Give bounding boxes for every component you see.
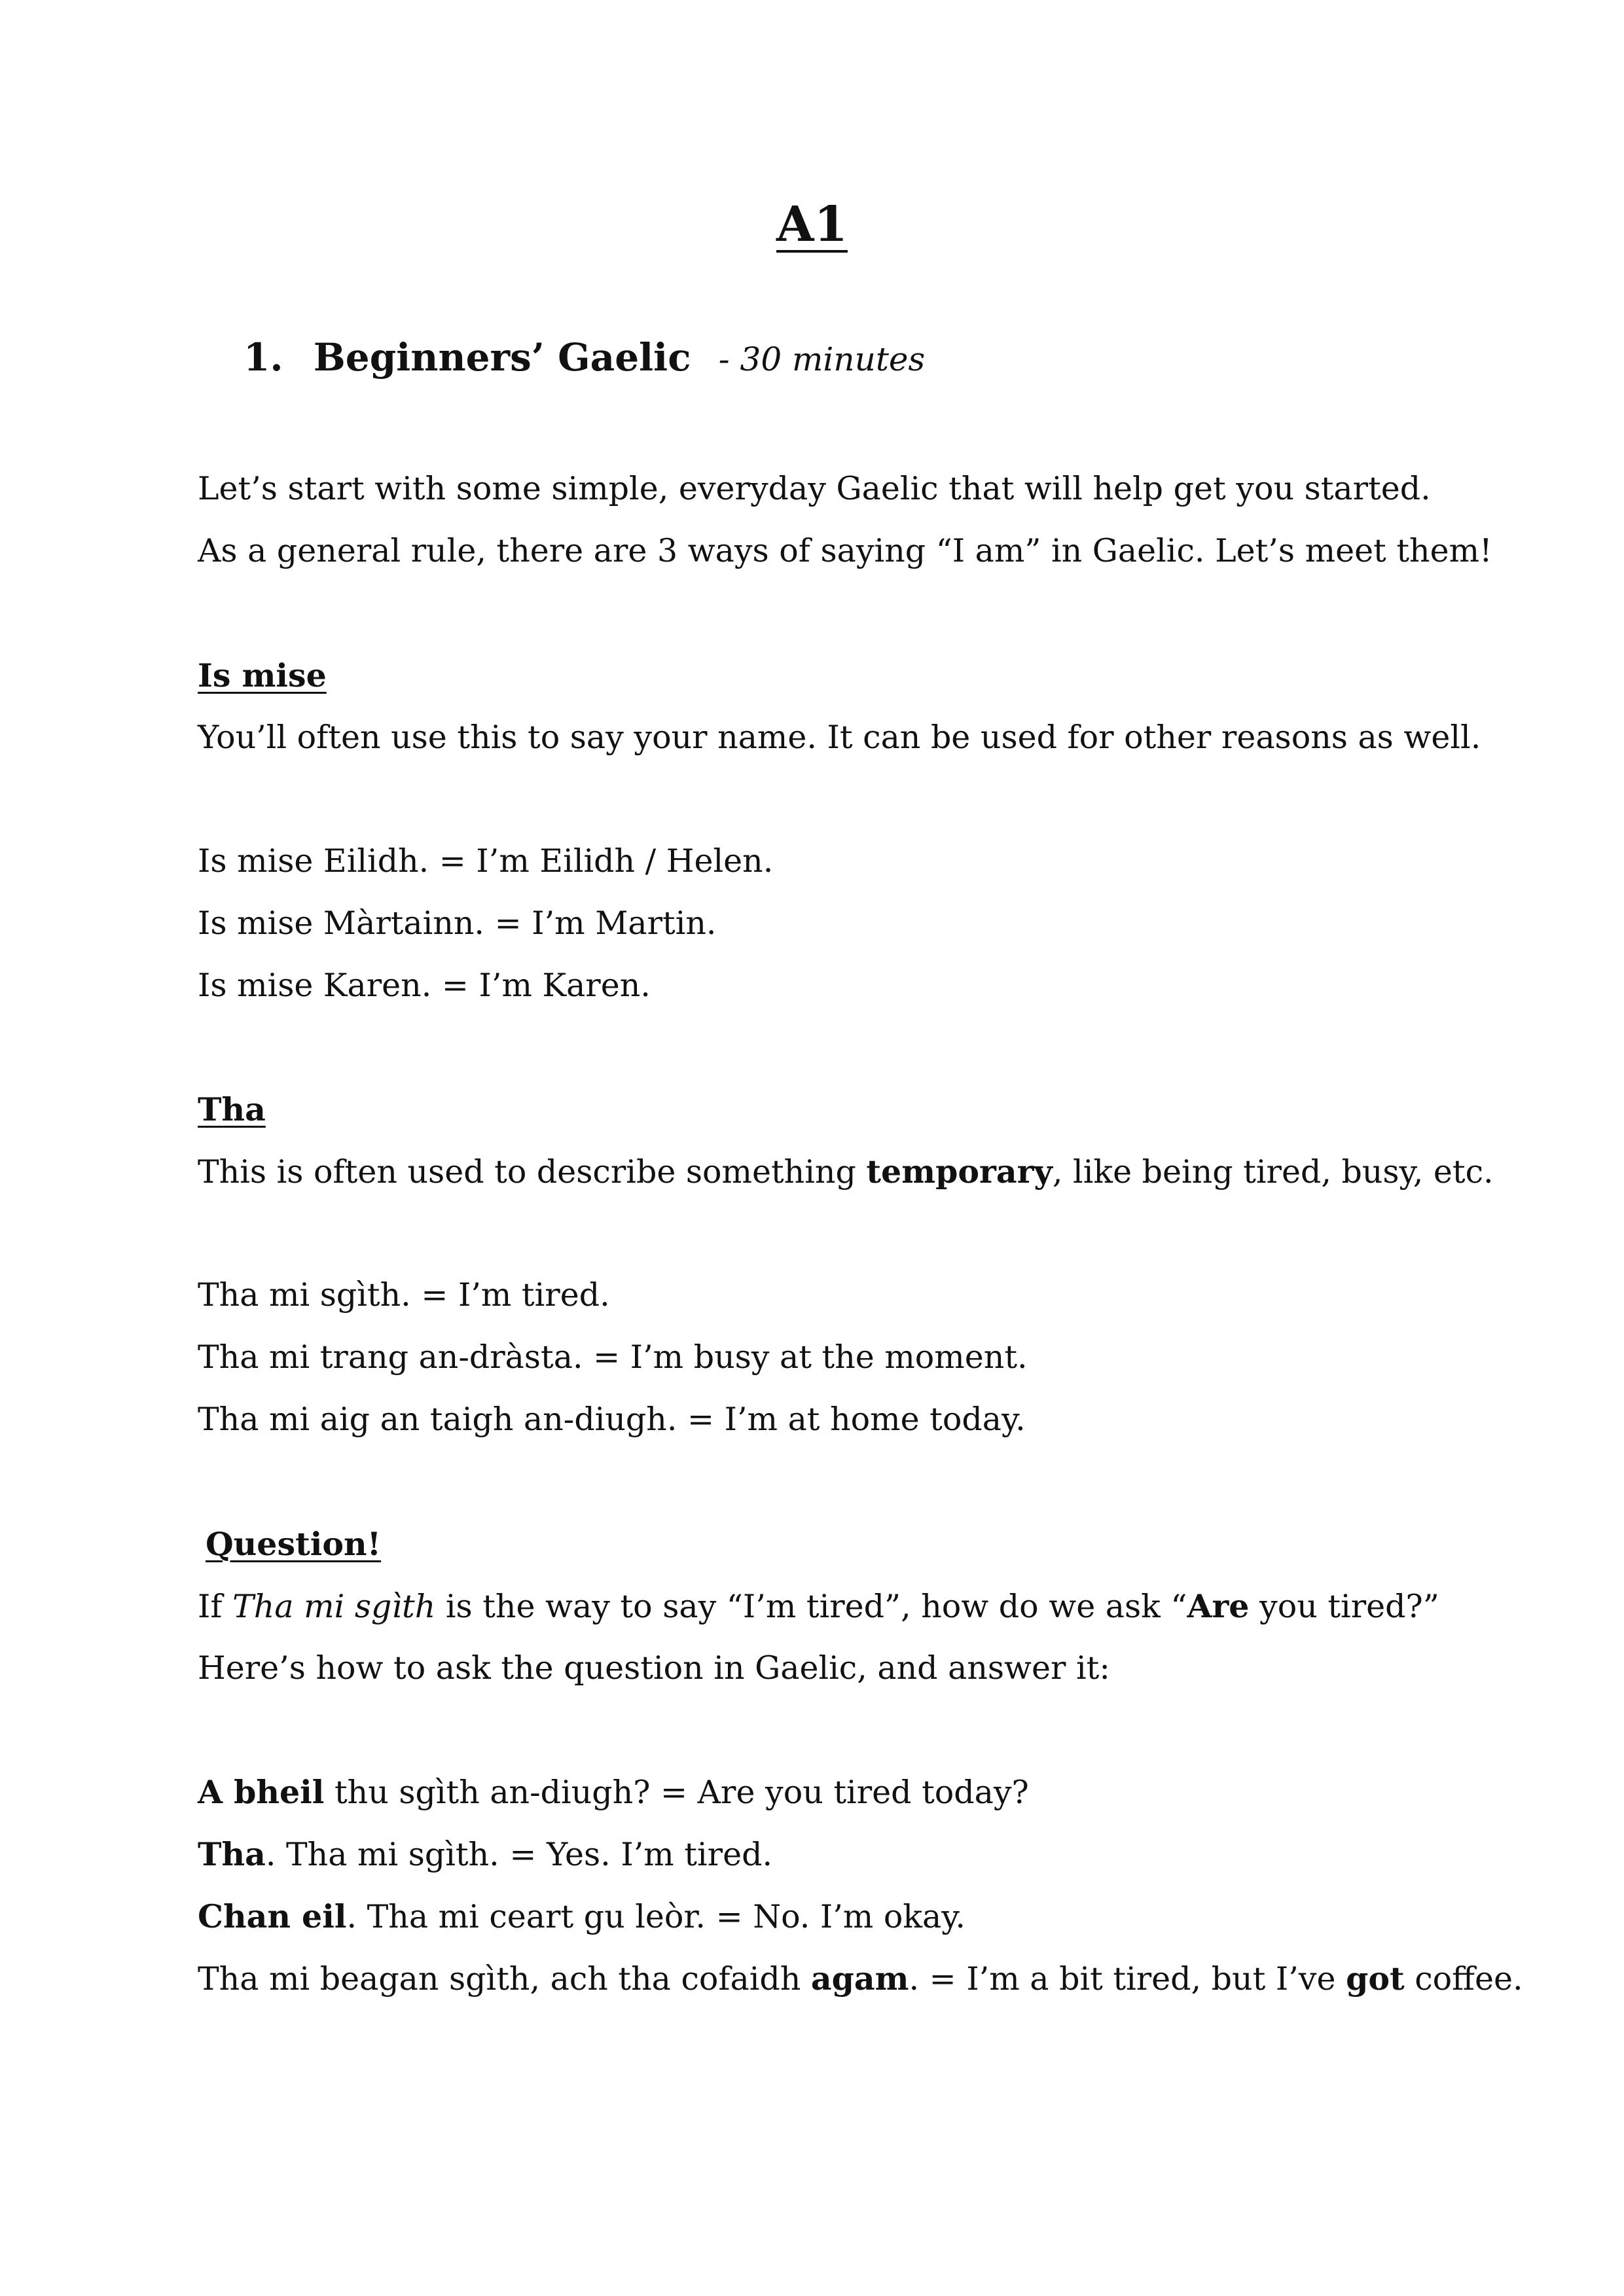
section-heading (244, 335, 925, 380)
question-example-3 (198, 1897, 965, 1935)
question-line-2: Here’s how to ask the question in Gaelic, and answer it: (198, 1649, 1110, 1687)
question-example-1 (198, 1773, 1029, 1811)
q1-italic: Tha mi sgìth (232, 1588, 436, 1625)
question-example-2 (198, 1835, 772, 1873)
qe4-text-a: Tha mi beagan sgìth, ach tha cofaidh (198, 1960, 811, 1998)
qe3-rest: . Tha mi ceart gu leòr. = No. I’m okay. (346, 1898, 965, 1935)
page-title: A1 (776, 196, 848, 253)
qe4-text-e: coffee. (1404, 1960, 1523, 1998)
tha-description (198, 1153, 1494, 1191)
section-duration: - 30 minutes (718, 340, 926, 378)
q1-text-c: is the way to say “I’m tired”, how do we ask “ (435, 1588, 1187, 1625)
is-mise-description: You’ll often use this to say your name. It can be used for other reasons as well. (198, 719, 1481, 756)
question-line-1 (198, 1587, 1439, 1625)
qe4-bold-2: got (1346, 1960, 1405, 1998)
question-heading: Question! (206, 1525, 382, 1563)
qe3-bold: Chan eil (198, 1897, 347, 1935)
tha-heading: Tha (198, 1090, 266, 1128)
qe2-bold: Tha (198, 1835, 266, 1873)
qe1-rest: thu sgìth an-diugh? = Are you tired today? (324, 1774, 1029, 1811)
is-mise-example-2: Is mise Màrtainn. = I’m Martin. (198, 905, 717, 942)
intro-line-2: As a general rule, there are 3 ways of saying “I am” in Gaelic. Let’s meet them! (198, 532, 1492, 569)
qe1-bold: A bheil (198, 1773, 325, 1811)
is-mise-example-1: Is mise Eilidh. = I’m Eilidh / Helen. (198, 842, 774, 880)
tha-example-3: Tha mi aig an taigh an-diugh. = I’m at home today. (198, 1401, 1026, 1438)
q1-text-e: you tired?” (1249, 1588, 1439, 1625)
tha-desc-text: This is often used to describe something (198, 1153, 867, 1191)
tha-desc-text-end: , like being tired, busy, etc. (1052, 1153, 1494, 1191)
section-number: 1. (244, 335, 283, 380)
tha-example-2: Tha mi trang an-dràsta. = I’m busy at the moment. (198, 1338, 1028, 1376)
qe2-rest: . Tha mi sgìth. = Yes. I’m tired. (265, 1836, 773, 1873)
tha-example-1: Tha mi sgìth. = I’m tired. (198, 1276, 610, 1314)
tha-desc-bold: temporary (866, 1153, 1053, 1191)
intro-line-1: Let’s start with some simple, everyday Gaelic that will help get you started. (198, 470, 1431, 507)
qe4-text-c: . = I’m a bit tired, but I’ve (909, 1960, 1346, 1998)
section-title: Beginners’ Gaelic (313, 335, 691, 380)
q1-bold: Are (1187, 1587, 1250, 1625)
is-mise-heading: Is mise (198, 656, 327, 694)
question-example-4 (198, 1960, 1523, 1998)
qe4-bold-1: agam (810, 1960, 909, 1998)
is-mise-example-3: Is mise Karen. = I’m Karen. (198, 967, 651, 1004)
q1-text-a: If (198, 1588, 233, 1625)
